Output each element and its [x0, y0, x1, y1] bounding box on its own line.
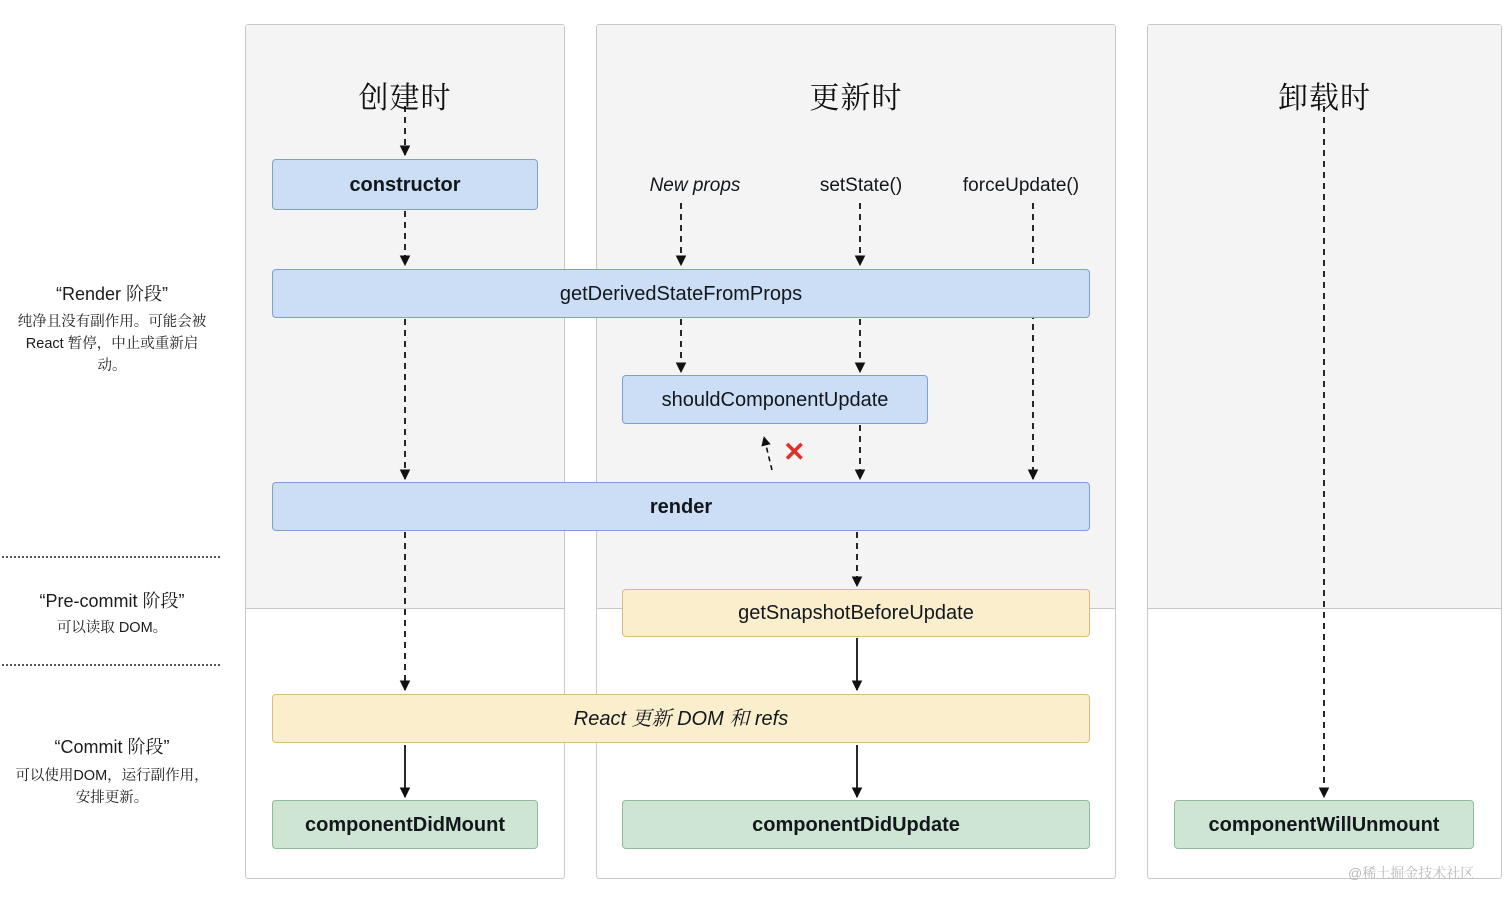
node-get-snapshot-before-update: getSnapshotBeforeUpdate [622, 589, 1090, 637]
phase-commit-desc: 可以使用DOM，运行副作用，安排更新。 [15, 768, 209, 806]
column-updating [596, 24, 1116, 879]
trigger-new-props: New props [649, 175, 741, 196]
watermark: @稀土掘金技术社区 [1348, 865, 1475, 881]
node-component-did-mount: componentDidMount [272, 800, 538, 849]
column-unmounting-title: 卸载时 [1278, 82, 1371, 115]
node-should-component-update: shouldComponentUpdate [622, 375, 928, 424]
column-mounting [245, 24, 565, 879]
column-unmounting [1147, 24, 1502, 879]
skip-render-x-icon: ✕ [783, 437, 806, 467]
node-component-did-update: componentDidUpdate [622, 800, 1090, 849]
node-get-derived-state-from-props: getDerivedStateFromProps [272, 269, 1090, 318]
phase-render-title: “Render 阶段” [55, 284, 169, 304]
phase-precommit-desc: 可以读取 DOM。 [56, 620, 168, 636]
node-component-will-unmount: componentWillUnmount [1174, 800, 1474, 849]
trigger-force-update: forceUpdate() [962, 175, 1080, 196]
phase-commit-title: “Commit 阶段” [54, 737, 170, 757]
column-updating-title: 更新时 [809, 82, 903, 115]
phase-render-desc: 纯净且没有副作用。可能会被 React 暂停，中止或重新启动。 [17, 314, 207, 374]
phase-precommit-title: “Pre-commit 阶段” [39, 591, 185, 611]
phase-divider-top [2, 556, 220, 558]
node-render: render [272, 482, 1090, 531]
trigger-set-state: setState() [819, 175, 903, 196]
column-mounting-title: 创建时 [358, 82, 452, 115]
node-constructor: constructor [272, 159, 538, 210]
phase-divider-bottom [2, 664, 220, 666]
node-react-updates-dom: React 更新 DOM 和 refs [272, 694, 1090, 743]
